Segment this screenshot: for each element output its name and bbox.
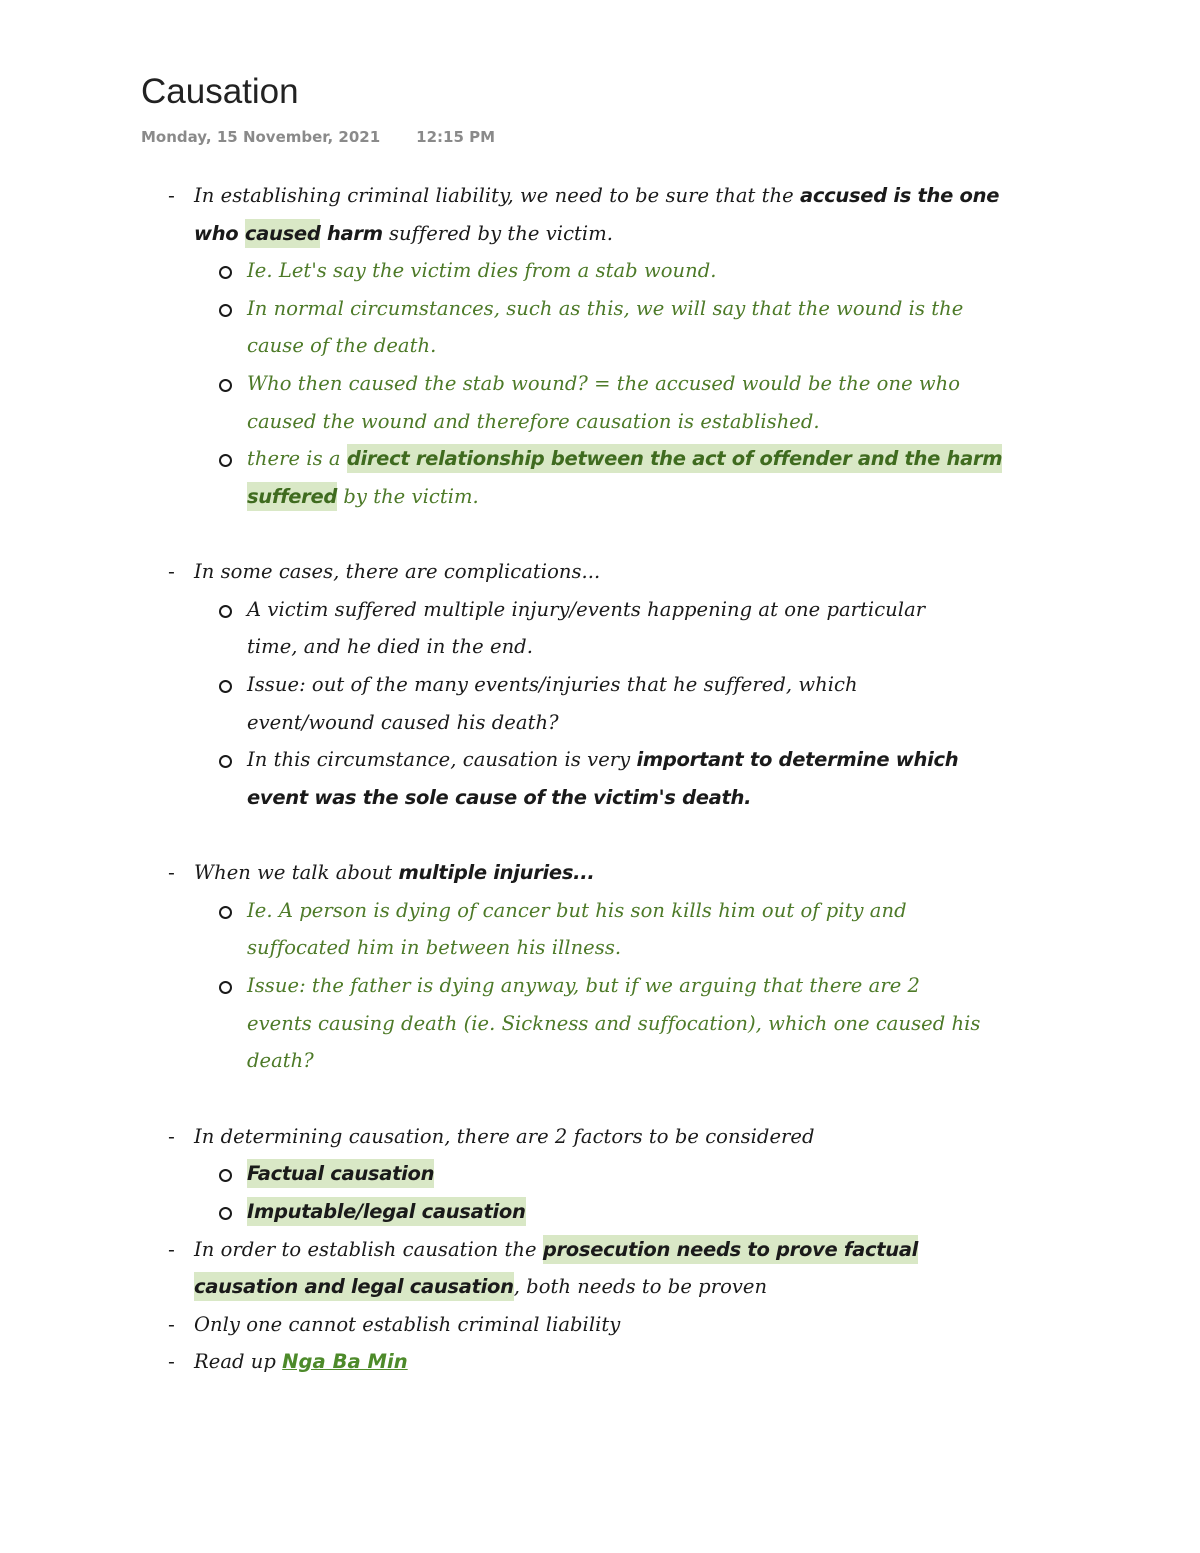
- note-line: In determining causation, there are 2 factors to be considered: [194, 1125, 815, 1148]
- bullet-dash: -: [168, 561, 175, 583]
- note-text: In this circumstance, causation is very: [247, 748, 637, 771]
- note-bold-text: who: [194, 222, 245, 245]
- note-line: In some cases, there are complications...: [194, 560, 601, 583]
- note-line: [194, 180, 999, 212]
- sub-note-line: [247, 481, 479, 513]
- note-line: [194, 1346, 408, 1378]
- note-line: [194, 857, 594, 889]
- highlighted-text: caused: [245, 219, 321, 248]
- sub-note-line: [247, 1196, 526, 1228]
- note-text: , both needs to be proven: [513, 1275, 768, 1298]
- note-bold-text: important to determine which: [636, 748, 959, 771]
- sub-note-line: [247, 782, 751, 814]
- note-text: Read up: [194, 1350, 283, 1373]
- sub-note-line: time, and he died in the end.: [247, 635, 533, 658]
- sub-note-line: event/wound caused his death?: [247, 711, 559, 734]
- note-bold-text: accused is the one: [800, 184, 1000, 207]
- bullet-circle: [219, 266, 232, 279]
- highlighted-text: suffered: [247, 482, 337, 511]
- bullet-circle: [219, 1169, 232, 1182]
- note-bold-text: event was the sole cause of the victim's death.: [247, 786, 752, 809]
- sub-note-line: cause of the death.: [247, 334, 437, 357]
- bullet-circle: [219, 755, 232, 768]
- bullet-dash: -: [168, 1126, 175, 1148]
- sub-note-line: events causing death (ie. Sickness and suffocation), which one caused his: [247, 1012, 981, 1035]
- sub-note-line: Issue: out of the many events/injuries that he suffered, which: [247, 673, 858, 696]
- highlighted-text: direct relationship between the act of offender and the harm: [347, 444, 1002, 473]
- page-timestamp: [141, 128, 495, 146]
- sub-note-line: caused the wound and therefore causation is established.: [247, 410, 820, 433]
- sub-note-line: Who then caused the stab wound? = the accused would be the one who: [247, 372, 961, 395]
- bullet-circle: [219, 680, 232, 693]
- highlighted-text: prosecution needs to prove factual: [543, 1235, 918, 1264]
- highlighted-text: Factual causation: [247, 1159, 434, 1188]
- note-text: suffered by the victim.: [382, 222, 613, 245]
- bullet-dash: -: [168, 1314, 175, 1336]
- sub-note-line: [247, 744, 958, 776]
- highlighted-text: Imputable/legal causation: [247, 1197, 526, 1226]
- sub-note-line: [247, 1158, 434, 1190]
- bullet-circle: [219, 1207, 232, 1220]
- note-line: [194, 1234, 918, 1266]
- sub-note-line: Ie. Let's say the victim dies from a stab wound.: [247, 259, 717, 282]
- bullet-circle: [219, 605, 232, 618]
- bullet-circle: [219, 454, 232, 467]
- case-link[interactable]: Nga Ba Min: [282, 1350, 408, 1373]
- bullet-dash: -: [168, 1351, 175, 1373]
- note-text: When we talk about: [194, 861, 399, 884]
- sub-note-line: A victim suffered multiple injury/events happening at one particular: [247, 598, 926, 621]
- bullet-dash: -: [168, 862, 175, 884]
- bullet-circle: [219, 304, 232, 317]
- highlighted-text: causation and legal causation: [194, 1272, 514, 1301]
- bullet-circle: [219, 981, 232, 994]
- bullet-circle: [219, 379, 232, 392]
- note-bold-text: harm: [320, 222, 383, 245]
- note-line: [194, 1271, 767, 1303]
- note-bold-text: multiple injuries...: [398, 861, 595, 884]
- sub-note-line: [247, 443, 1002, 475]
- sub-note-line: In normal circumstances, such as this, we will say that the wound is the: [247, 297, 964, 320]
- sub-note-line: suffocated him in between his illness.: [247, 936, 622, 959]
- sub-note-line: death?: [247, 1049, 314, 1072]
- note-text: In order to establish causation the: [194, 1238, 543, 1261]
- sub-note-line: Issue: the father is dying anyway, but if we arguing that there are 2: [247, 974, 920, 997]
- page-time: 12:15 PM: [416, 128, 496, 146]
- bullet-dash: -: [168, 1239, 175, 1261]
- note-line: Only one cannot establish criminal liability: [194, 1313, 621, 1336]
- bullet-dash: -: [168, 185, 175, 207]
- page-title: Causation: [141, 72, 299, 111]
- note-text: there is a: [247, 447, 347, 470]
- note-text: In establishing criminal liability, we need to be sure that the: [194, 184, 801, 207]
- page-date: Monday, 15 November, 2021: [141, 128, 381, 146]
- note-text: by the victim.: [337, 485, 479, 508]
- bullet-circle: [219, 906, 232, 919]
- sub-note-line: Ie. A person is dying of cancer but his son kills him out of pity and: [247, 899, 907, 922]
- note-line: [194, 218, 613, 250]
